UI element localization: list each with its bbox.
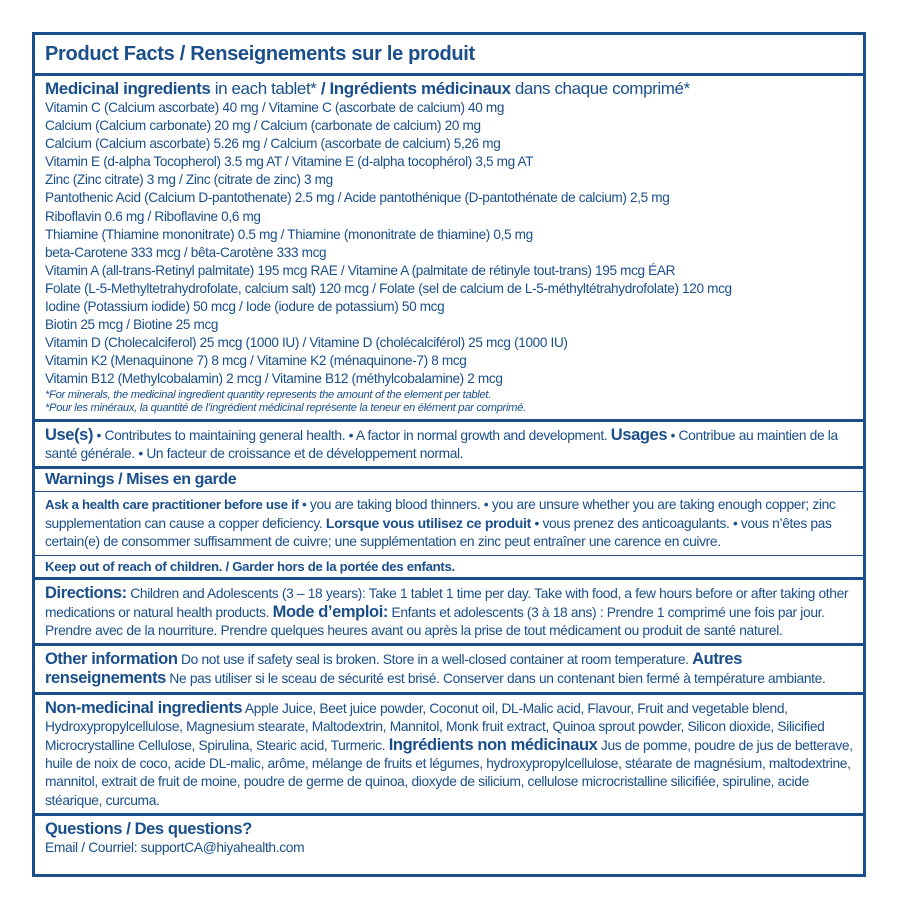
warnings-ask-text: • you are taking blood thinners. • you are unsure whether you are taking enough copper; zinc supplementation can cause a copper deficiency.: [45, 496, 836, 532]
uses-text-fr: • Contribue au maintien de la santé générale. • Un facteur de croissance et de développement normal.: [45, 427, 838, 461]
medicinal-heading-fr: / Ingrédients médicinaux: [320, 79, 511, 98]
uses-heading-en: Use(s): [45, 425, 94, 444]
footnote-fr: *Pour les minéraux, la quantité de l’ingrédient médicinal représente la teneur en élément par comprimé.: [45, 401, 526, 414]
ingredient-line: Vitamin C (Calcium ascorbate) 40 mg / Vitamine C (ascorbate de calcium) 40 mg: [45, 100, 505, 115]
ingredient-line: Vitamin E (d-alpha Tocopherol) 3.5 mg AT / Vitamine E (d-alpha tocophérol) 3,5 mg AT: [45, 154, 534, 170]
ingredient-line: Riboflavin 0.6 mg / Riboflavine 0,6 mg: [45, 208, 261, 224]
ingredient-line: Calcium (Calcium ascorbate) 5.26 mg / Calcium (ascorbate de calcium) 5,26 mg: [45, 136, 501, 152]
other-text-fr: Ne pas utiliser si le sceau de sécurité est brisé. Conserver dans un contenant bien fermé à température ambiante.: [165, 671, 826, 687]
footnote-en: *For minerals, the medicinal ingredient quantity represents the amount of the element per tablet.: [45, 388, 492, 401]
questions-section: [35, 816, 863, 860]
warnings-section: [35, 469, 863, 580]
keep-out-of-reach: Keep out of reach of children. / Garder hors de la portée des enfants.: [45, 558, 455, 574]
warnings-ask-text-fr: • vous prenez des anticoagulants. • vous n’êtes pas certain(e) de consommer suffisamment de cuivre; une supplémentation en zinc peut entraîner une carence en cuivre.: [45, 516, 832, 550]
medicinal-heading-fr-rest: dans chaque comprimé*: [510, 79, 690, 98]
questions-heading: Questions / Des questions?: [45, 819, 252, 838]
ingredient-line: Calcium (Calcium carbonate) 20 mg / Calcium (carbonate de calcium) 20 mg: [45, 118, 481, 134]
warnings-heading: Warnings / Mises en garde: [35, 469, 863, 492]
ingredient-line: Vitamin D (Cholecalciferol) 25 mcg (1000 IU) / Vitamine D (cholécalciférol) 25 mcg (1000 IU): [45, 335, 568, 351]
medicinal-ingredients-section: [35, 76, 863, 422]
non-medicinal-heading-en: Non-medicinal ingredients: [45, 698, 243, 717]
ingredient-line: Folate (L-5-Methyltetrahydrofolate, calcium salt) 120 mcg / Folate (sel de calcium de L-5-méthyltétrahydrofolate) 120 mcg: [45, 280, 732, 296]
directions-section: [35, 580, 863, 647]
warnings-text: [35, 496, 863, 552]
non-medicinal-section: [35, 695, 863, 816]
product-facts-panel: [32, 32, 866, 877]
other-heading-en: Other information: [45, 650, 178, 669]
contact-email[interactable]: Email / Courriel: supportCA@hiyahealth.com: [45, 839, 305, 855]
warnings-ask-bold-fr: Lorsque vous utilisez ce produit: [325, 515, 531, 532]
ingredient-line: Pantothenic Acid (Calcium D-pantothenate) 2.5 mg / Acide pantothénique (D-pantothénate de calcium) 2,5 mg: [45, 190, 670, 206]
panel-title: Product Facts / Renseignements sur le produit: [35, 35, 863, 76]
medicinal-heading-en: Medicinal ingredients: [45, 79, 211, 98]
non-medicinal-text-en: Apple Juice, Beet juice powder, Coconut oil, DL-Malic acid, Flavour, Fruit and vegetable blend, Hydroxypropylcellulose, Magnesium stearate, Maltodextrin, Mannitol, Monk fruit extract, Quinoa sprout powder, Silicon dioxide, Silicified Microcrystalline Cellulose, Spirulina, Stearic acid, Turmeric.: [45, 700, 825, 753]
ingredient-line: Iodine (Potassium iodide) 50 mcg / Iode (iodure de potassium) 50 mcg: [45, 299, 445, 315]
uses-section: [35, 422, 863, 469]
uses-text-en: • Contributes to maintaining general health. • A factor in normal growth and development.: [93, 427, 611, 443]
other-text-en: Do not use if safety seal is broken. Store in a well-closed container at room temperature.: [177, 652, 693, 668]
directions-text-en: Children and Adolescents (3 – 18 years): Take 1 tablet 1 time per day. Take with food, a few hours before or after taking other medications or natural health products.: [45, 585, 849, 620]
other-heading-fr: Autres renseignements: [45, 650, 742, 688]
directions-heading-en: Directions:: [45, 583, 127, 602]
directions-text-fr: Enfants et adolescents (3 à 18 ans) : Prendre 1 comprimé une fois par jour. Prendre avec de la nourriture. Prendre quelques heures avant ou après la prise de tout médicament ou produit de santé naturel.: [45, 604, 825, 638]
medicinal-heading-en-rest: in each tablet*: [210, 79, 321, 98]
other-information-section: [35, 646, 863, 694]
warnings-ask-bold: Ask a health care practitioner before use if: [45, 496, 302, 512]
directions-heading-fr: Mode d’emploi:: [272, 602, 388, 621]
non-medicinal-heading-fr: Ingrédients non médicinaux: [388, 735, 598, 754]
ingredient-line: Vitamin A (all-trans-Retinyl palmitate) 195 mcg RAE / Vitamine A (palmitate de rétinyle tout-trans) 195 mcg ÉAR: [45, 262, 676, 278]
ingredient-line: beta-Carotene 333 mcg / bêta-Carotène 333 mcg: [45, 244, 327, 260]
uses-heading-fr: Usages: [610, 425, 668, 444]
ingredient-line: Biotin 25 mcg / Biotine 25 mcg: [45, 317, 219, 333]
non-medicinal-text-fr: Jus de pomme, poudre de jus de betterave, huile de noix de coco, acide DL-malic, arôme, mélange de fruits et légumes, hydroxypropylcellulose, stéarate de magnésium, maltodextrine, mannitol, extrait de fruit de moine, poudre de germe de quinoa, dioxyde de silicium, cellulose microcristalline silicifiée, spiruline, acide stéarique, curcuma.: [45, 737, 853, 808]
ingredient-line: Vitamin K2 (Menaquinone 7) 8 mcg / Vitamine K2 (ménaquinone-7) 8 mcg: [45, 353, 467, 369]
medicinal-heading: [45, 79, 853, 99]
ingredient-line: Thiamine (Thiamine mononitrate) 0.5 mg / Thiamine (mononitrate de thiamine) 0,5 mg: [45, 226, 533, 242]
ingredient-line: Zinc (Zinc citrate) 3 mg / Zinc (citrate de zinc) 3 mg: [45, 172, 333, 188]
ingredient-line: Vitamin B12 (Methylcobalamin) 2 mcg / Vitamine B12 (méthylcobalamine) 2 mcg: [45, 371, 503, 387]
